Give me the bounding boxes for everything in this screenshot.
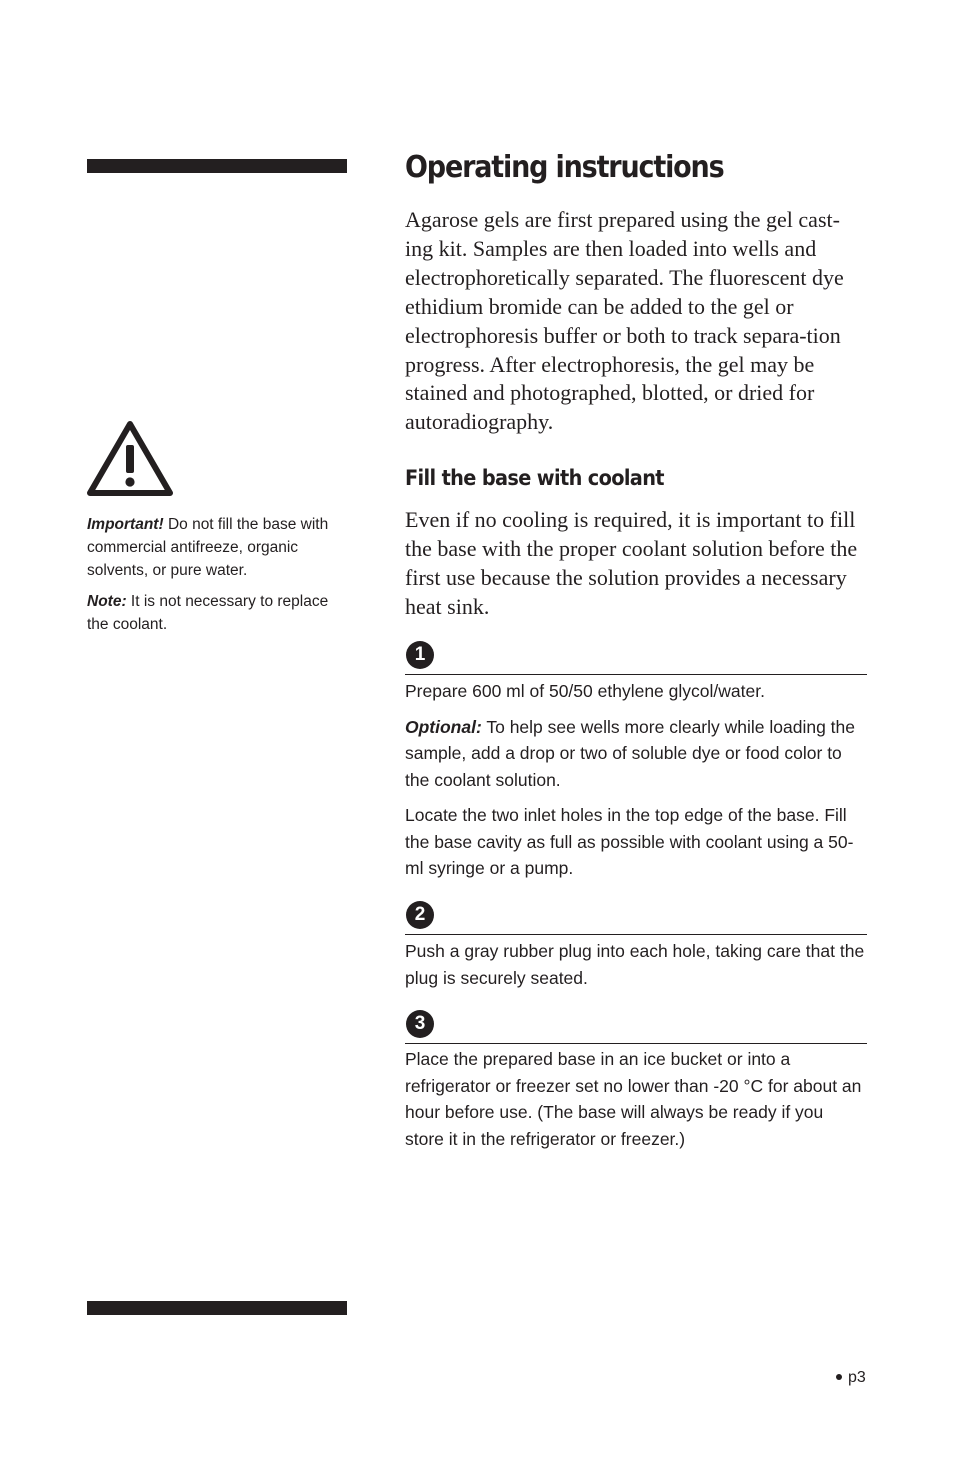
step-3-text: Place the prepared base in an ice bucket or into a refrigerator or freezer set no lower than -20 °C for about an hour before use. (The base will always be ready if you store it in the refrigerator or freezer.) <box>405 1049 862 1149</box>
step-2-divider <box>405 934 867 935</box>
important-text: Do not fill the base with commercial antifreeze, organic solvents, or pure water. <box>87 516 329 579</box>
note <box>87 590 349 636</box>
bottom-decorative-bar <box>87 1301 347 1315</box>
intro-paragraph: Agarose gels are first prepared using the gel cast-ing kit. Samples are then loaded into wells and electrophoretically separated. The fluorescent dye ethidium bromide can be added to the gel or electrophoresis buffer or both to track separa-tion progress. After electrophoresis, the gel may be stained and photographed, blotted, or dried for autoradiography. <box>405 207 844 435</box>
step-1-number-icon: 1 <box>406 641 434 669</box>
optional-label: Optional: <box>405 716 482 737</box>
step-2-content <box>405 938 867 991</box>
important-label: Important! <box>87 516 164 533</box>
page-number-text: p3 <box>848 1369 866 1386</box>
step-3-number-icon: 3 <box>406 1010 434 1038</box>
warning-triangle-icon <box>86 419 174 497</box>
important-note <box>87 513 349 582</box>
step-1-optional <box>405 714 867 794</box>
optional-text: To help see wells more clearly while loading the sample, add a drop or two of soluble dye or food color to the coolant solution. <box>405 716 856 790</box>
step-2-text: Push a gray rubber plug into each hole, taking care that the plug is securely seated. <box>405 941 865 988</box>
step-2-number-icon: 2 <box>406 901 434 929</box>
step-1-text-2: Locate the two inlet holes in the top edge of the base. Fill the base cavity as full as possible with coolant using a 50-ml syringe or a pump. <box>405 805 854 878</box>
page-title: Operating instructions <box>405 150 724 185</box>
step-1-divider <box>405 674 867 675</box>
note-label: Note: <box>87 593 127 610</box>
section-title: Fill the base with coolant <box>405 466 664 490</box>
step-1-content <box>405 678 867 882</box>
page-number <box>836 1369 866 1387</box>
top-decorative-bar <box>87 159 347 173</box>
step-3-content <box>405 1046 867 1152</box>
bullet-icon <box>836 1374 842 1380</box>
section-intro-paragraph: Even if no cooling is required, it is important to fill the base with the proper coolant solution before the first use because the solution provides a necessary heat sink. <box>405 507 858 619</box>
step-3-divider <box>405 1043 867 1044</box>
step-1-text: Prepare 600 ml of 50/50 ethylene glycol/water. <box>405 681 765 701</box>
note-text: It is not necessary to replace the coolant. <box>87 593 329 633</box>
